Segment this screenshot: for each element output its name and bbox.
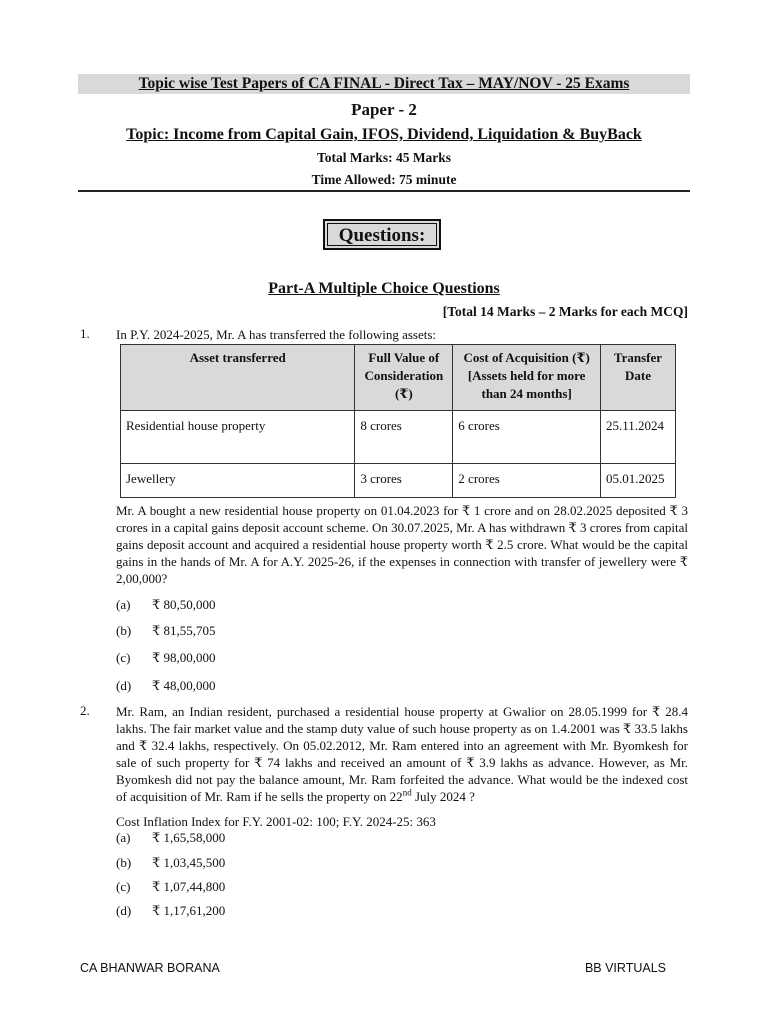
option-text: ₹ 1,07,44,800 — [152, 879, 226, 894]
table-cell: Residential house property — [121, 411, 355, 464]
option-label: (d) — [116, 678, 132, 693]
table-header-cell: Full Value of Consideration (₹) — [355, 345, 453, 411]
option-label: (b) — [116, 623, 132, 638]
question-1-body: Mr. A bought a new residential house property on 01.04.2023 for ₹ 1 crore and on 28.02.2025 deposited ₹ 3 crores in a capital gains deposit account scheme. On 30.07.2025, Mr. A has withdrawn ₹ 3 crores from capital gains deposit account and acquired a residential house property worth ₹ 2.5 crore. What would be the capital gains in the hands of Mr. A for A.Y. 2025-26, if the expenses in connection with transfer of jewellery were ₹ 2,00,000? — [116, 503, 688, 586]
questions-heading-box — [323, 219, 441, 250]
table-header-cell: Transfer Date — [601, 345, 676, 411]
question-1-option-c — [116, 650, 216, 666]
option-text: ₹ 48,00,000 — [152, 678, 216, 693]
option-text: ₹ 1,03,45,500 — [152, 855, 226, 870]
option-text: ₹ 81,55,705 — [152, 623, 216, 638]
total-marks: Total Marks: 45 Marks — [316, 150, 452, 165]
table-cell: 6 crores — [453, 411, 601, 464]
table-cell: Jewellery — [121, 464, 355, 498]
questions-heading: Questions: — [327, 223, 437, 246]
question-2-option-b — [116, 855, 225, 871]
option-text: ₹ 80,50,000 — [152, 597, 216, 612]
question-2-number: 2. — [80, 703, 90, 718]
paper-title: Topic wise Test Papers of CA FINAL - Direct Tax – MAY/NOV - 25 Exams — [78, 74, 690, 94]
question-2-option-a — [116, 830, 225, 846]
question-1-option-a — [116, 597, 216, 613]
table-cell: 2 crores — [453, 464, 601, 498]
table-header-row — [121, 345, 676, 411]
table-cell: 05.01.2025 — [601, 464, 676, 498]
option-text: ₹ 98,00,000 — [152, 650, 216, 665]
table-cell: 25.11.2024 — [601, 411, 676, 464]
assets-table — [120, 344, 676, 498]
question-2-body — [116, 703, 688, 805]
ordinal-suffix: nd — [402, 787, 412, 798]
table-row — [121, 464, 676, 498]
question-1-option-d — [116, 678, 216, 694]
time-allowed: Time Allowed: 75 minute — [311, 172, 457, 187]
question-2-body-end: July 2024 ? — [411, 789, 475, 804]
part-a-heading: Part-A Multiple Choice Questions — [268, 280, 500, 297]
option-text: ₹ 1,17,61,200 — [152, 903, 226, 918]
paper-number: Paper - 2 — [351, 100, 417, 119]
part-a-marks-note: [Total 14 Marks – 2 Marks for each MCQ] — [442, 304, 688, 319]
footer-brand: BB VIRTUALS — [584, 961, 666, 975]
header-divider — [78, 190, 690, 192]
option-label: (a) — [116, 830, 131, 845]
table-header-cell: Asset transferred — [121, 345, 355, 411]
option-label: (c) — [116, 650, 131, 665]
question-1-number: 1. — [80, 326, 90, 341]
question-2-option-c — [116, 879, 225, 895]
table-row — [121, 411, 676, 464]
option-label: (c) — [116, 879, 131, 894]
table-cell: 8 crores — [355, 411, 453, 464]
option-text: ₹ 1,65,58,000 — [152, 830, 226, 845]
cost-inflation-index-note: Cost Inflation Index for F.Y. 2001-02: 100; F.Y. 2024-25: 363 — [116, 814, 436, 829]
table-header-cell: Cost of Acquisition (₹) [Assets held for more than 24 months] — [453, 345, 601, 411]
question-1-option-b — [116, 623, 216, 639]
option-label: (a) — [116, 597, 131, 612]
question-2-body-text: Mr. Ram, an Indian resident, purchased a residential house property at Gwalior on 28.05.1999 for ₹ 28.4 lakhs. The fair market value and the stamp duty value of such house property as on 1.4.2001 was ₹ 33.5 lakhs and ₹ 32.4 lakhs, respectively. On 05.02.2012, Mr. Ram entered into an agreement with Mr. Byomkesh for sale of such property for ₹ 74 lakhs and received an amount of ₹ 3.9 lakhs as advance. However, as Mr. Byomkesh did not pay the balance amount, Mr. Ram forfeited the advance. What would be the indexed cost of acquisition of Mr. Ram if he sells the property on 22 — [116, 704, 688, 804]
question-2-option-d — [116, 903, 225, 919]
footer-author: CA BHANWAR BORANA — [80, 961, 220, 975]
option-label: (b) — [116, 855, 132, 870]
table-cell: 3 crores — [355, 464, 453, 498]
option-label: (d) — [116, 903, 132, 918]
question-1-intro: In P.Y. 2024-2025, Mr. A has transferred the following assets: — [116, 327, 437, 342]
paper-topic: Topic: Income from Capital Gain, IFOS, Dividend, Liquidation & BuyBack — [126, 126, 642, 143]
